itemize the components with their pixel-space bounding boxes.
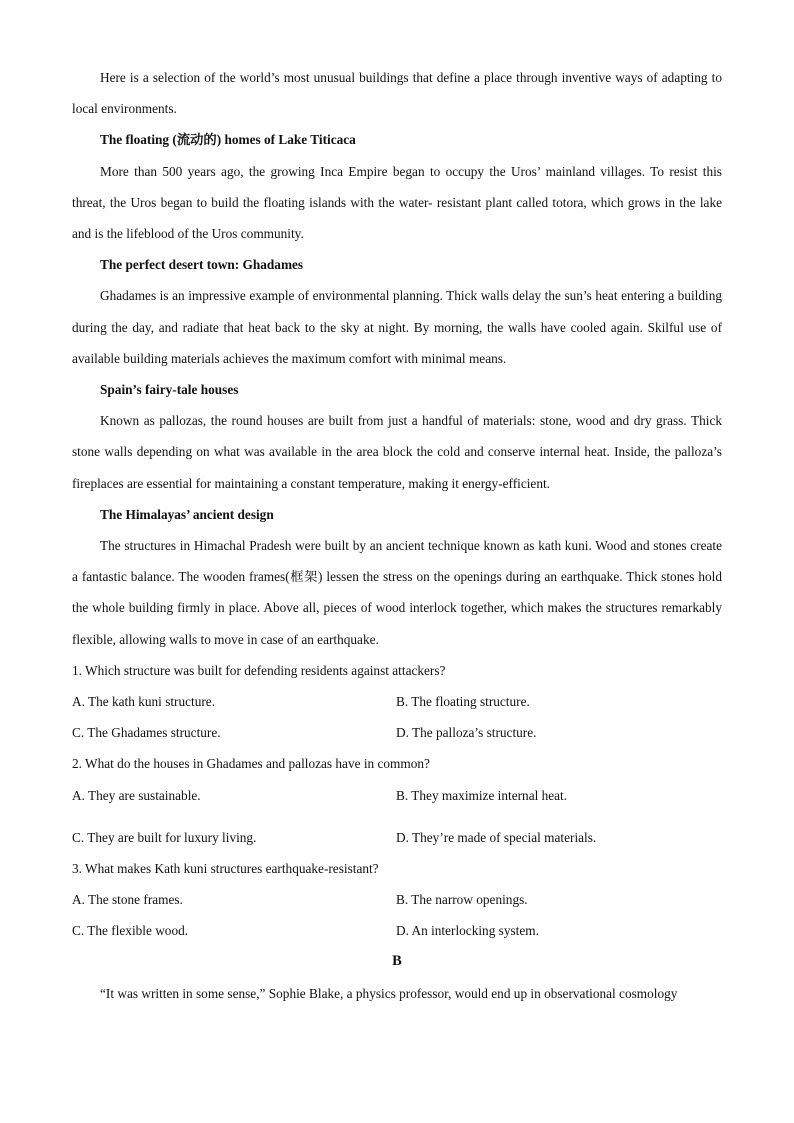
- option-1d: D. The palloza’s structure.: [396, 725, 537, 741]
- section-heading-2: The perfect desert town: Ghadames: [100, 257, 304, 273]
- section-heading-1: The floating (流动的) homes of Lake Titicaca: [100, 132, 356, 148]
- section-b-first-line: “It was written in some sense,” Sophie Blake, a physics professor, would end up in observational cosmology: [100, 985, 678, 1001]
- option-1b: B. The floating structure.: [396, 694, 530, 710]
- section-heading-3: Spain’s fairy-tale houses: [100, 382, 239, 398]
- section-body-3: Known as pallozas, the round houses are built from just a handful of materials: stone, wood and dry grass. Thick stone walls depending on what was available in the area block the cold and conserve internal heat. Inside, the palloza’s fireplaces are essential for maintaining a constant temperature, making it energy-efficient.: [72, 413, 722, 491]
- section-body-4: The structures in Himachal Pradesh were built by an ancient technique known as kath kuni. Wood and stones create a fantastic balance. The wooden frames(框架) lessen the stress on the openings during an earthquake. Thick stones hold the whole building firmly in place. Above all, pieces of wood interlock together, which makes the structures remarkably flexible, allowing walls to move in case of an earthquake.: [72, 538, 722, 647]
- question-3-options-row-1: [72, 884, 722, 915]
- question-1-options-row-2: [72, 717, 722, 748]
- document-page: [72, 62, 722, 1009]
- option-3a: A. The stone frames.: [72, 892, 183, 908]
- question-3-stem: 3. What makes Kath kuni structures earthquake-resistant?: [72, 860, 379, 876]
- intro-paragraph: Here is a selection of the world’s most unusual buildings that define a place through inventive ways of adapting to local environments.: [72, 70, 722, 117]
- option-2d: D. They’re made of special materials.: [396, 829, 597, 845]
- option-2a: A. They are sustainable.: [72, 787, 201, 803]
- question-1-stem: 1. Which structure was built for defending residents against attackers?: [72, 662, 446, 678]
- question-2-options-row-2: [72, 822, 722, 853]
- option-1a: A. The kath kuni structure.: [72, 694, 216, 710]
- section-b-label: B: [392, 953, 402, 970]
- question-3-options-row-2: [72, 915, 722, 946]
- section-body-1: More than 500 years ago, the growing Inca Empire began to occupy the Uros’ mainland villages. To resist this threat, the Uros began to build the floating islands with the water- resistant plant called totora, which grows in the lake and is the lifeblood of the Uros community.: [72, 163, 722, 242]
- option-1c: C. The Ghadames structure.: [72, 725, 221, 741]
- option-2b: B. They maximize internal heat.: [396, 787, 568, 803]
- option-3d: D. An interlocking system.: [396, 923, 539, 939]
- section-heading-4: The Himalayas’ ancient design: [100, 506, 274, 522]
- option-2c: C. They are built for luxury living.: [72, 829, 257, 845]
- question-2-stem: 2. What do the houses in Ghadames and pallozas have in common?: [72, 756, 430, 772]
- option-3b: B. The narrow openings.: [396, 892, 528, 908]
- section-body-2: Ghadames is an impressive example of environmental planning. Thick walls delay the sun’s heat entering a building during the day, and radiate that heat back to the sky at night. By morning, the walls have cooled again. Skilful use of available building materials achieves the maximum comfort with minimal means.: [72, 288, 722, 366]
- option-3c: C. The flexible wood.: [72, 923, 189, 939]
- question-1-options-row-1: [72, 686, 722, 717]
- question-2-options-row-1: [72, 780, 722, 822]
